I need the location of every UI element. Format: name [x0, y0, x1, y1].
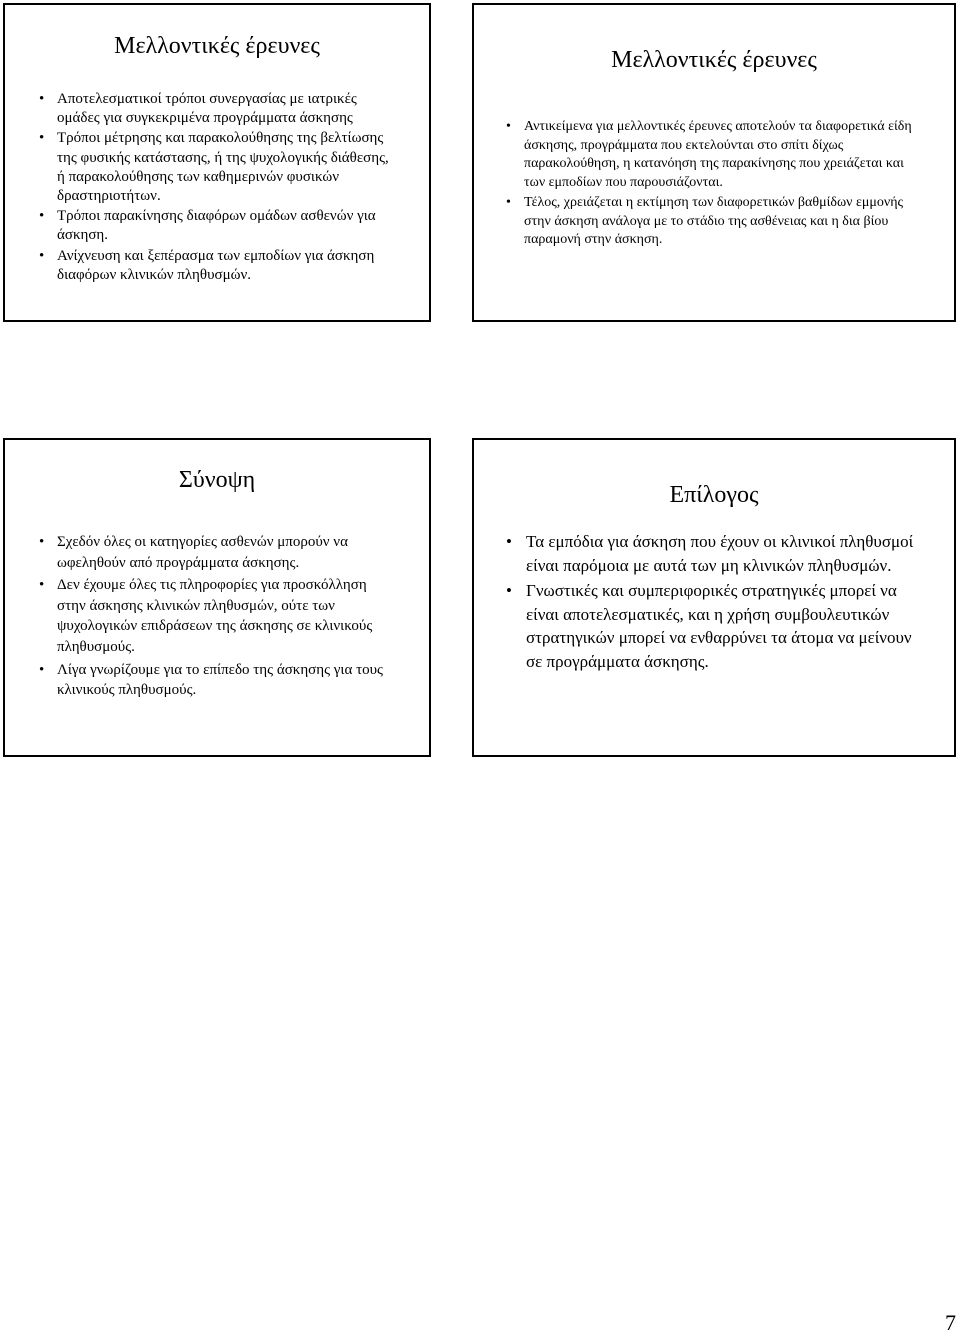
- bullet-item: [39, 129, 393, 206]
- bullet-text: Αντικείμενα για μελλοντικές έρευνες αποτελούν τα διαφορετικά είδη άσκησης, προγράμματα που εκτελούνται στο σπίτι δίχως παρακολούθηση, η κατανόηση της παρακίνησης που χρειάζεται και των εμποδίων που παρουσιάζονται.: [524, 119, 912, 190]
- slide-1: [3, 3, 431, 322]
- bullet-list: [39, 90, 393, 285]
- page-number: 7: [945, 1310, 956, 1335]
- bullet-item: [39, 247, 393, 285]
- slide-title: Μελλοντικές έρευνες: [611, 47, 817, 73]
- bullet-list: [506, 530, 918, 673]
- bullet-item: [506, 530, 918, 577]
- bullet-list: [39, 532, 393, 701]
- bullet-icon: •: [506, 195, 511, 210]
- bullet-item: [39, 90, 393, 128]
- bullet-item: [39, 660, 393, 701]
- bullet-icon: •: [39, 91, 45, 107]
- bullet-icon: •: [506, 119, 511, 134]
- bullet-icon: •: [39, 577, 45, 594]
- bullet-item: [39, 207, 393, 245]
- bullet-item: [39, 532, 393, 573]
- bullet-icon: •: [39, 208, 45, 225]
- bullet-text: Αποτελεσματικοί τρόποι συνεργασίας με ιατρικές ομάδες για συγκεκριμένα προγράμματα άσκησης: [57, 91, 357, 127]
- bullet-text: Γνωστικές και συμπεριφορικές στρατηγικές μπορεί να είναι αποτελεσματικές, και η χρήση συμβουλευτικών στρατηγικών μπορεί να ενθαρρύνει τα άτομα να μείνουν σε προγράμματα άσκησης.: [526, 581, 912, 671]
- slide-3: [3, 438, 431, 757]
- slide-title: Σύνοψη: [178, 467, 256, 493]
- bullet-text: Δεν έχουμε όλες τις πληροφορίες για προσκόλληση στην άσκησης κλινικών πληθυσμών, ούτε των ψυχολογικών επιδράσεων της άσκησης σε κλινικούς πληθυσμούς.: [57, 577, 373, 655]
- bullet-text: Τέλος, χρειάζεται η εκτίμηση των διαφορετικών βαθμίδων εμμονής στην άσκηση ανάλογα με το στάδιο της ασθένειας και η δια βίου παραμονή στην άσκηση.: [524, 195, 904, 247]
- bullet-item: [39, 575, 393, 657]
- bullet-text: Ανίχνευση και ξεπέρασμα των εμποδίων για άσκηση διαφόρων κλινικών πληθυσμών.: [57, 247, 375, 283]
- bullet-text: Λίγα γνωρίζουμε για το επίπεδο της άσκησης για τους κλινικούς πληθυσμούς.: [57, 661, 383, 699]
- bullet-icon: •: [506, 532, 512, 551]
- bullet-text: Τα εμπόδια για άσκηση που έχουν οι κλινικοί πληθυσμοί είναι παρόμοια με αυτά των μη κλινικών πληθυσμών.: [526, 532, 914, 575]
- slide-4: [472, 438, 956, 757]
- bullet-item: [506, 118, 916, 192]
- bullet-icon: •: [39, 130, 45, 147]
- bullet-icon: •: [39, 534, 45, 550]
- bullet-icon: •: [39, 247, 45, 264]
- bullet-list: [506, 118, 916, 250]
- slide-2: [472, 3, 956, 322]
- bullet-text: Σχεδόν όλες οι κατηγορίες ασθενών μπορούν να ωφεληθούν από προγράμματα άσκησης.: [57, 534, 348, 571]
- bullet-item: [506, 194, 916, 250]
- slide-title: Επίλογος: [669, 482, 759, 508]
- bullet-icon: •: [39, 661, 45, 678]
- bullet-item: [506, 579, 918, 673]
- slide-title: Μελλοντικές έρευνες: [114, 33, 320, 59]
- bullet-icon: •: [506, 581, 512, 600]
- bullet-text: Τρόποι παρακίνησης διαφόρων ομάδων ασθενών για άσκηση.: [57, 208, 376, 244]
- bullet-text: Τρόποι μέτρησης και παρακολούθησης της βελτίωσης της φυσικής κατάστασης, ή της ψυχολογικής διάθεσης, ή παρακολούθησης των καθημερινών φυσικών δραστηριοτήτων.: [57, 130, 389, 205]
